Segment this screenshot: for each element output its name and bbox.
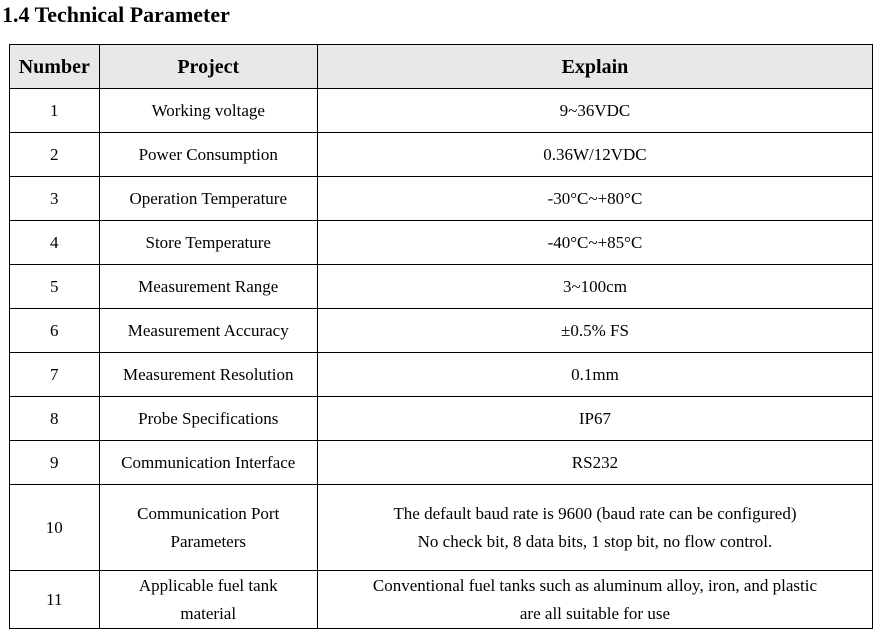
cell-explain	[317, 265, 872, 309]
cell-explain-line: No check bit, 8 data bits, 1 stop bit, no flow control.	[417, 531, 773, 551]
cell-project	[99, 441, 317, 485]
cell-explain	[317, 485, 872, 571]
cell-project	[99, 265, 317, 309]
cell-project-line: Measurement Resolution	[123, 364, 294, 384]
cell-project	[99, 133, 317, 177]
cell-project	[99, 485, 317, 571]
technical-parameter-table	[9, 44, 873, 629]
cell-explain-line: -40°C~+85°C	[547, 232, 643, 252]
cell-explain	[317, 441, 872, 485]
table-row	[10, 309, 873, 353]
cell-project-line: Applicable fuel tank	[138, 575, 278, 595]
table-row	[10, 485, 873, 571]
cell-number: 11	[10, 571, 100, 629]
table-row	[10, 353, 873, 397]
cell-explain-line: are all suitable for use	[519, 603, 670, 623]
table-row	[10, 441, 873, 485]
cell-explain-line: RS232	[571, 452, 619, 472]
header-project: Project	[99, 45, 317, 89]
cell-explain	[317, 571, 872, 629]
cell-explain	[317, 397, 872, 441]
cell-project	[99, 89, 317, 133]
cell-explain	[317, 221, 872, 265]
cell-explain	[317, 309, 872, 353]
cell-explain-line: 0.1mm	[571, 364, 619, 384]
cell-project	[99, 221, 317, 265]
cell-project	[99, 397, 317, 441]
cell-project-line: Communication Interface	[121, 452, 296, 472]
cell-number: 8	[10, 397, 100, 441]
cell-project-line: Parameters	[170, 531, 247, 551]
table-row	[10, 177, 873, 221]
cell-project	[99, 177, 317, 221]
cell-project-line: Probe Specifications	[138, 408, 279, 428]
table-row	[10, 221, 873, 265]
header-number: Number	[10, 45, 100, 89]
header-explain: Explain	[317, 45, 872, 89]
table-row	[10, 265, 873, 309]
cell-explain	[317, 133, 872, 177]
table-row	[10, 133, 873, 177]
cell-project-line: Measurement Accuracy	[127, 320, 289, 340]
table-row	[10, 397, 873, 441]
cell-number: 3	[10, 177, 100, 221]
cell-number: 7	[10, 353, 100, 397]
cell-project-line: Operation Temperature	[129, 188, 288, 208]
cell-number: 2	[10, 133, 100, 177]
cell-explain-line: -30°C~+80°C	[547, 188, 643, 208]
cell-number: 10	[10, 485, 100, 571]
cell-number: 1	[10, 89, 100, 133]
cell-explain	[317, 177, 872, 221]
cell-explain-line: 0.36W/12VDC	[543, 144, 647, 164]
cell-project-line: material	[180, 603, 237, 623]
cell-explain-line: 3~100cm	[562, 276, 627, 296]
cell-number: 6	[10, 309, 100, 353]
table-header-row	[10, 45, 873, 89]
cell-project-line: Communication Port	[137, 503, 280, 523]
table-row	[10, 571, 873, 629]
cell-project	[99, 571, 317, 629]
cell-project-line: Working voltage	[151, 100, 265, 120]
cell-explain-line: The default baud rate is 9600 (baud rate can be configured)	[393, 503, 797, 523]
cell-project-line: Power Consumption	[138, 144, 278, 164]
cell-explain-line: 9~36VDC	[559, 100, 631, 120]
cell-explain	[317, 353, 872, 397]
cell-project	[99, 309, 317, 353]
table-row	[10, 89, 873, 133]
cell-explain-line: IP67	[578, 408, 612, 428]
cell-project-line: Measurement Range	[138, 276, 279, 296]
cell-explain	[317, 89, 872, 133]
cell-project-line: Store Temperature	[145, 232, 271, 252]
cell-number: 4	[10, 221, 100, 265]
cell-number: 9	[10, 441, 100, 485]
cell-explain-line: ±0.5% FS	[561, 320, 629, 340]
section-heading: 1.4 Technical Parameter	[2, 2, 230, 27]
cell-explain-line: Conventional fuel tanks such as aluminum alloy, iron, and plastic	[372, 575, 818, 595]
cell-project	[99, 353, 317, 397]
cell-number: 5	[10, 265, 100, 309]
